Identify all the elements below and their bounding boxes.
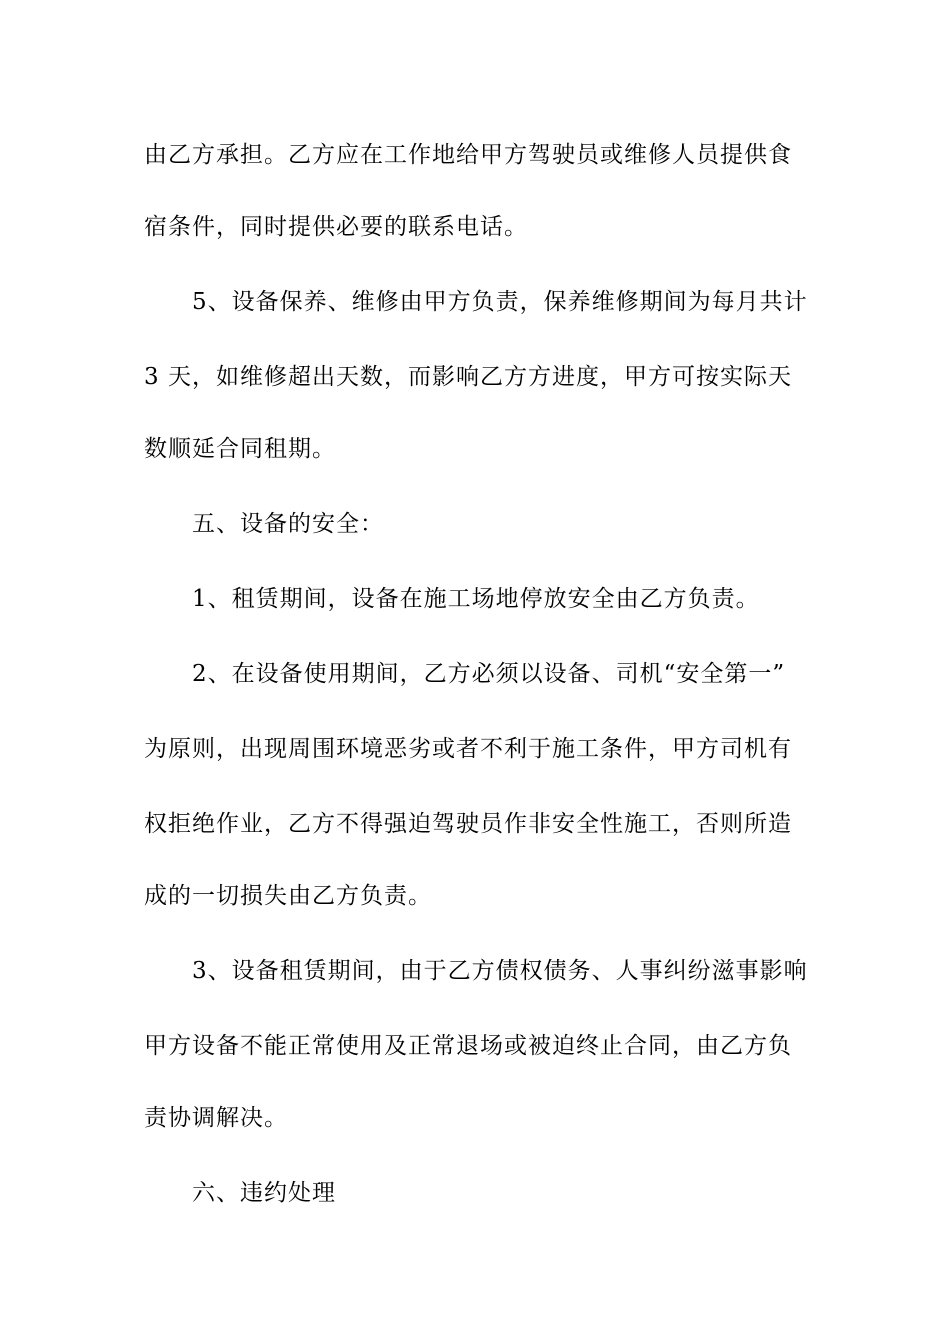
text-line: 3 天，如维修超出天数，而影响乙方方进度，甲方可按实际天 (144, 364, 792, 390)
section-heading: 五、设备的安全： (192, 511, 384, 537)
text-line: 5、设备保养、维修由甲方负责，保养维修期间为每月共计 (192, 289, 808, 315)
section-heading: 六、违约处理 (192, 1180, 336, 1206)
text-line: 责协调解决。 (144, 1105, 288, 1131)
text-line: 成的一切损失由乙方负责。 (144, 883, 432, 909)
text-line: 数顺延合同租期。 (144, 436, 336, 462)
text-line: 由乙方承担。乙方应在工作地给甲方驾驶员或维修人员提供食 (144, 142, 792, 168)
text-line: 3、设备租赁期间，由于乙方债权债务、人事纠纷滋事影响 (192, 958, 808, 984)
text-line: 为原则，出现周围环境恶劣或者不利于施工条件，甲方司机有 (144, 736, 792, 762)
text-line: 甲方设备不能正常使用及正常退场或被迫终止合同，由乙方负 (144, 1033, 792, 1059)
text-line: 权拒绝作业，乙方不得强迫驾驶员作非安全性施工，否则所造 (144, 811, 792, 837)
text-line: 2、在设备使用期间，乙方必须以设备、司机“安全第一” (192, 661, 786, 687)
text-line: 宿条件，同时提供必要的联系电话。 (144, 214, 528, 240)
text-line: 1、租赁期间，设备在施工场地停放安全由乙方负责。 (192, 586, 760, 612)
